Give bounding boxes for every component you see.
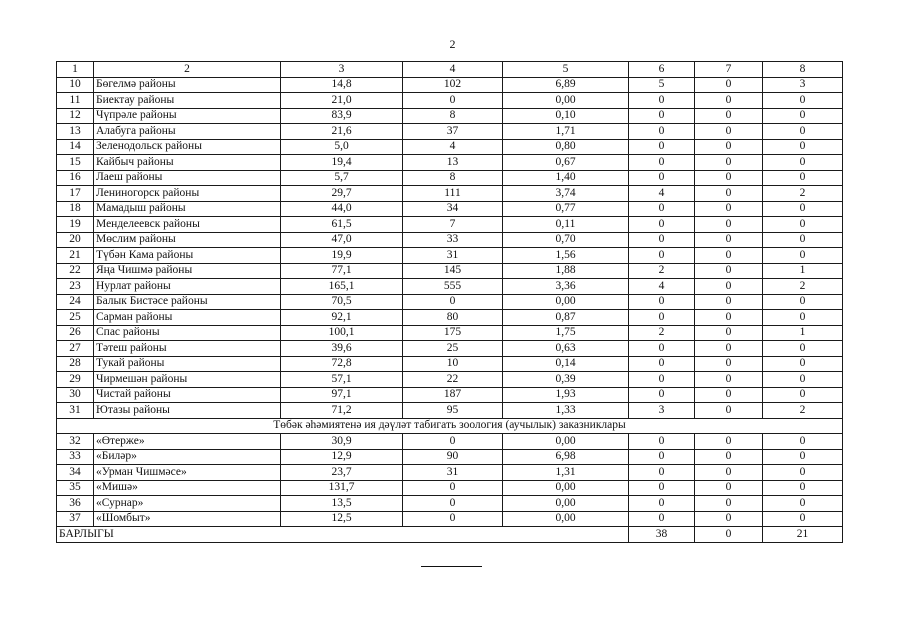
- value-cell: 80: [403, 310, 503, 326]
- value-cell: 0,00: [503, 434, 629, 450]
- value-cell: 0: [695, 93, 763, 109]
- value-cell: 0: [629, 170, 695, 186]
- table-row: [57, 511, 843, 527]
- header-cell: 4: [403, 62, 503, 78]
- value-cell: 61,5: [281, 217, 403, 233]
- row-number-cell: 26: [57, 325, 94, 341]
- value-cell: 6,89: [503, 77, 629, 93]
- value-cell: 1,31: [503, 465, 629, 481]
- value-cell: 12,9: [281, 449, 403, 465]
- value-cell: 0: [763, 372, 843, 388]
- value-cell: 21,0: [281, 93, 403, 109]
- value-cell: 0: [695, 480, 763, 496]
- value-cell: 0: [629, 496, 695, 512]
- row-number-cell: 19: [57, 217, 94, 233]
- header-cell: 8: [763, 62, 843, 78]
- row-number-cell: 11: [57, 93, 94, 109]
- value-cell: 187: [403, 387, 503, 403]
- table-row: [57, 372, 843, 388]
- name-cell: Мамадыш районы: [94, 201, 281, 217]
- row-number-cell: 33: [57, 449, 94, 465]
- value-cell: 22: [403, 372, 503, 388]
- row-number-cell: 27: [57, 341, 94, 357]
- value-cell: 5,7: [281, 170, 403, 186]
- value-cell: 0: [695, 310, 763, 326]
- value-cell: 0,80: [503, 139, 629, 155]
- total-label: БАРЛЫГЫ: [57, 527, 629, 543]
- value-cell: 0,70: [503, 232, 629, 248]
- table-row: [57, 217, 843, 233]
- table-row: [57, 77, 843, 93]
- value-cell: 0,10: [503, 108, 629, 124]
- value-cell: 0: [403, 434, 503, 450]
- value-cell: 0,14: [503, 356, 629, 372]
- value-cell: 77,1: [281, 263, 403, 279]
- value-cell: 1,75: [503, 325, 629, 341]
- row-number-cell: 30: [57, 387, 94, 403]
- name-cell: Алабуга районы: [94, 124, 281, 140]
- name-cell: «Шомбыт»: [94, 511, 281, 527]
- header-row: [57, 62, 843, 78]
- name-cell: Түбән Кама районы: [94, 248, 281, 264]
- value-cell: 2: [763, 279, 843, 295]
- row-number-cell: 37: [57, 511, 94, 527]
- value-cell: 0: [695, 356, 763, 372]
- total-row: [57, 527, 843, 543]
- value-cell: 3,74: [503, 186, 629, 202]
- row-number-cell: 32: [57, 434, 94, 450]
- value-cell: 92,1: [281, 310, 403, 326]
- value-cell: 2: [763, 186, 843, 202]
- value-cell: 5: [629, 77, 695, 93]
- value-cell: 0: [629, 139, 695, 155]
- value-cell: 102: [403, 77, 503, 93]
- value-cell: 0: [763, 155, 843, 171]
- table-row: [57, 325, 843, 341]
- name-cell: Нурлат районы: [94, 279, 281, 295]
- table-row: [57, 232, 843, 248]
- value-cell: 72,8: [281, 356, 403, 372]
- row-number-cell: 36: [57, 496, 94, 512]
- row-number-cell: 22: [57, 263, 94, 279]
- row-number-cell: 21: [57, 248, 94, 264]
- row-number-cell: 34: [57, 465, 94, 481]
- value-cell: 0: [629, 356, 695, 372]
- name-cell: Сарман районы: [94, 310, 281, 326]
- table-row: [57, 496, 843, 512]
- value-cell: 0: [763, 232, 843, 248]
- value-cell: 0: [763, 480, 843, 496]
- value-cell: 0: [629, 155, 695, 171]
- value-cell: 0: [695, 465, 763, 481]
- value-cell: 19,9: [281, 248, 403, 264]
- value-cell: 71,2: [281, 403, 403, 419]
- name-cell: Чистай районы: [94, 387, 281, 403]
- value-cell: 4: [403, 139, 503, 155]
- row-number-cell: 24: [57, 294, 94, 310]
- name-cell: Яңа Чишмә районы: [94, 263, 281, 279]
- value-cell: 1,33: [503, 403, 629, 419]
- table-row: [57, 341, 843, 357]
- header-cell: 2: [94, 62, 281, 78]
- value-cell: 0: [629, 480, 695, 496]
- value-cell: 14,8: [281, 77, 403, 93]
- value-cell: 37: [403, 124, 503, 140]
- value-cell: 0: [763, 248, 843, 264]
- table-row: [57, 449, 843, 465]
- value-cell: 21,6: [281, 124, 403, 140]
- value-cell: 4: [629, 279, 695, 295]
- value-cell: 0: [763, 341, 843, 357]
- row-number-cell: 14: [57, 139, 94, 155]
- value-cell: 0: [695, 279, 763, 295]
- value-cell: 8: [403, 108, 503, 124]
- value-cell: 0,67: [503, 155, 629, 171]
- value-cell: 0: [629, 108, 695, 124]
- row-number-cell: 31: [57, 403, 94, 419]
- name-cell: Тәтеш районы: [94, 341, 281, 357]
- value-cell: 44,0: [281, 201, 403, 217]
- value-cell: 3,36: [503, 279, 629, 295]
- value-cell: 0: [763, 449, 843, 465]
- name-cell: «Урман Чишмәсе»: [94, 465, 281, 481]
- value-cell: 1,88: [503, 263, 629, 279]
- table-row: [57, 356, 843, 372]
- value-cell: 0: [763, 434, 843, 450]
- value-cell: 3: [629, 403, 695, 419]
- row-number-cell: 10: [57, 77, 94, 93]
- value-cell: 2: [629, 325, 695, 341]
- header-cell: 6: [629, 62, 695, 78]
- value-cell: 165,1: [281, 279, 403, 295]
- value-cell: 47,0: [281, 232, 403, 248]
- table-row: [57, 170, 843, 186]
- value-cell: 0: [763, 93, 843, 109]
- name-cell: Мөслим районы: [94, 232, 281, 248]
- value-cell: 0: [763, 201, 843, 217]
- name-cell: Кайбыч районы: [94, 155, 281, 171]
- name-cell: Балык Бистәсе районы: [94, 294, 281, 310]
- value-cell: 0: [763, 217, 843, 233]
- row-number-cell: 13: [57, 124, 94, 140]
- value-cell: 1,93: [503, 387, 629, 403]
- table-row: [57, 263, 843, 279]
- name-cell: Зеленодольск районы: [94, 139, 281, 155]
- value-cell: 0: [629, 294, 695, 310]
- table-row: [57, 434, 843, 450]
- row-number-cell: 15: [57, 155, 94, 171]
- name-cell: Спас районы: [94, 325, 281, 341]
- name-cell: Биектау районы: [94, 93, 281, 109]
- value-cell: 34: [403, 201, 503, 217]
- value-cell: 0,39: [503, 372, 629, 388]
- value-cell: 0: [763, 496, 843, 512]
- value-cell: 0: [763, 511, 843, 527]
- value-cell: 0,77: [503, 201, 629, 217]
- value-cell: 0: [695, 511, 763, 527]
- value-cell: 13: [403, 155, 503, 171]
- value-cell: 33: [403, 232, 503, 248]
- name-cell: «Сурнар»: [94, 496, 281, 512]
- value-cell: 5,0: [281, 139, 403, 155]
- value-cell: 0: [695, 341, 763, 357]
- name-cell: Лениногорск районы: [94, 186, 281, 202]
- header-cell: 5: [503, 62, 629, 78]
- value-cell: 0: [763, 139, 843, 155]
- name-cell: Чирмешән районы: [94, 372, 281, 388]
- value-cell: 6,98: [503, 449, 629, 465]
- value-cell: 0: [763, 310, 843, 326]
- value-cell: 13,5: [281, 496, 403, 512]
- value-cell: 0: [629, 201, 695, 217]
- value-cell: 31: [403, 248, 503, 264]
- name-cell: Лаеш районы: [94, 170, 281, 186]
- value-cell: 30,9: [281, 434, 403, 450]
- value-cell: 100,1: [281, 325, 403, 341]
- row-number-cell: 35: [57, 480, 94, 496]
- value-cell: 3: [763, 77, 843, 93]
- value-cell: 0: [629, 248, 695, 264]
- value-cell: 0,00: [503, 496, 629, 512]
- value-cell: 0,87: [503, 310, 629, 326]
- table-row: [57, 403, 843, 419]
- row-number-cell: 25: [57, 310, 94, 326]
- value-cell: 145: [403, 263, 503, 279]
- value-cell: 0: [629, 465, 695, 481]
- value-cell: 1,56: [503, 248, 629, 264]
- value-cell: 0: [629, 387, 695, 403]
- value-cell: 83,9: [281, 108, 403, 124]
- section-title: Төбәк әһәмиятенә ия дәүләт табигать зоология (аучылык) заказниклары: [57, 418, 843, 434]
- value-cell: 25: [403, 341, 503, 357]
- row-number-cell: 17: [57, 186, 94, 202]
- value-cell: 1: [763, 263, 843, 279]
- value-cell: 97,1: [281, 387, 403, 403]
- page-number: 2: [449, 37, 456, 51]
- value-cell: 0: [629, 310, 695, 326]
- value-cell: 131,7: [281, 480, 403, 496]
- value-cell: 0: [629, 434, 695, 450]
- value-cell: 0: [403, 496, 503, 512]
- value-cell: 0: [695, 403, 763, 419]
- value-cell: 0: [629, 341, 695, 357]
- value-cell: 0: [695, 434, 763, 450]
- value-cell: 0: [695, 325, 763, 341]
- total-value-cell: 38: [629, 527, 695, 543]
- row-number-cell: 18: [57, 201, 94, 217]
- value-cell: 0: [695, 232, 763, 248]
- value-cell: 0,63: [503, 341, 629, 357]
- header-cell: 1: [57, 62, 94, 78]
- value-cell: 0: [695, 170, 763, 186]
- value-cell: 0: [695, 155, 763, 171]
- value-cell: 4: [629, 186, 695, 202]
- table-row: [57, 480, 843, 496]
- value-cell: 0: [695, 139, 763, 155]
- table-row: [57, 201, 843, 217]
- value-cell: 8: [403, 170, 503, 186]
- value-cell: 0,00: [503, 480, 629, 496]
- value-cell: 0: [763, 170, 843, 186]
- total-value-cell: 21: [763, 527, 843, 543]
- value-cell: 0: [695, 217, 763, 233]
- name-cell: «Биләр»: [94, 449, 281, 465]
- value-cell: 0: [695, 248, 763, 264]
- value-cell: 0,00: [503, 294, 629, 310]
- footer-rule: [421, 566, 482, 567]
- value-cell: 0: [763, 294, 843, 310]
- value-cell: 0,00: [503, 93, 629, 109]
- value-cell: 0: [695, 387, 763, 403]
- value-cell: 0: [695, 496, 763, 512]
- value-cell: 0: [695, 124, 763, 140]
- value-cell: 70,5: [281, 294, 403, 310]
- row-number-cell: 16: [57, 170, 94, 186]
- value-cell: 0: [403, 511, 503, 527]
- data-table: [56, 61, 843, 543]
- value-cell: 2: [629, 263, 695, 279]
- value-cell: 0: [763, 124, 843, 140]
- name-cell: Чүпрәле районы: [94, 108, 281, 124]
- table-row: [57, 387, 843, 403]
- value-cell: 19,4: [281, 155, 403, 171]
- table-row: [57, 310, 843, 326]
- value-cell: 0: [695, 108, 763, 124]
- value-cell: 1,71: [503, 124, 629, 140]
- value-cell: 90: [403, 449, 503, 465]
- value-cell: 0: [629, 124, 695, 140]
- section-row: [57, 418, 843, 434]
- value-cell: 0,11: [503, 217, 629, 233]
- value-cell: 2: [763, 403, 843, 419]
- value-cell: 0: [695, 263, 763, 279]
- table-row: [57, 108, 843, 124]
- name-cell: «Мишә»: [94, 480, 281, 496]
- table-row: [57, 139, 843, 155]
- value-cell: 31: [403, 465, 503, 481]
- table-row: [57, 155, 843, 171]
- value-cell: 0: [695, 186, 763, 202]
- value-cell: 0: [695, 77, 763, 93]
- name-cell: Бөгелмә районы: [94, 77, 281, 93]
- value-cell: 29,7: [281, 186, 403, 202]
- table-row: [57, 124, 843, 140]
- value-cell: 0: [763, 387, 843, 403]
- value-cell: 1: [763, 325, 843, 341]
- value-cell: 175: [403, 325, 503, 341]
- value-cell: 0: [695, 201, 763, 217]
- value-cell: 555: [403, 279, 503, 295]
- row-number-cell: 23: [57, 279, 94, 295]
- value-cell: 0: [403, 93, 503, 109]
- value-cell: 12,5: [281, 511, 403, 527]
- value-cell: 23,7: [281, 465, 403, 481]
- value-cell: 0: [629, 93, 695, 109]
- header-cell: 7: [695, 62, 763, 78]
- total-value-cell: 0: [695, 527, 763, 543]
- value-cell: 0: [763, 465, 843, 481]
- table-row: [57, 248, 843, 264]
- value-cell: 57,1: [281, 372, 403, 388]
- name-cell: Тукай районы: [94, 356, 281, 372]
- value-cell: 0: [403, 294, 503, 310]
- value-cell: 0: [695, 449, 763, 465]
- name-cell: «Өтерже»: [94, 434, 281, 450]
- row-number-cell: 20: [57, 232, 94, 248]
- value-cell: 39,6: [281, 341, 403, 357]
- table-row: [57, 294, 843, 310]
- value-cell: 0: [629, 232, 695, 248]
- value-cell: 1,40: [503, 170, 629, 186]
- table-row: [57, 465, 843, 481]
- row-number-cell: 29: [57, 372, 94, 388]
- value-cell: 0: [403, 480, 503, 496]
- table-row: [57, 93, 843, 109]
- value-cell: 0: [695, 372, 763, 388]
- table-row: [57, 279, 843, 295]
- value-cell: 95: [403, 403, 503, 419]
- value-cell: 0: [629, 511, 695, 527]
- name-cell: Менделеевск районы: [94, 217, 281, 233]
- row-number-cell: 28: [57, 356, 94, 372]
- table-row: [57, 186, 843, 202]
- value-cell: 0: [629, 217, 695, 233]
- value-cell: 0: [629, 372, 695, 388]
- header-cell: 3: [281, 62, 403, 78]
- value-cell: 0,00: [503, 511, 629, 527]
- name-cell: Ютазы районы: [94, 403, 281, 419]
- value-cell: 0: [763, 356, 843, 372]
- row-number-cell: 12: [57, 108, 94, 124]
- value-cell: 111: [403, 186, 503, 202]
- value-cell: 0: [629, 449, 695, 465]
- value-cell: 0: [763, 108, 843, 124]
- value-cell: 0: [695, 294, 763, 310]
- value-cell: 10: [403, 356, 503, 372]
- value-cell: 7: [403, 217, 503, 233]
